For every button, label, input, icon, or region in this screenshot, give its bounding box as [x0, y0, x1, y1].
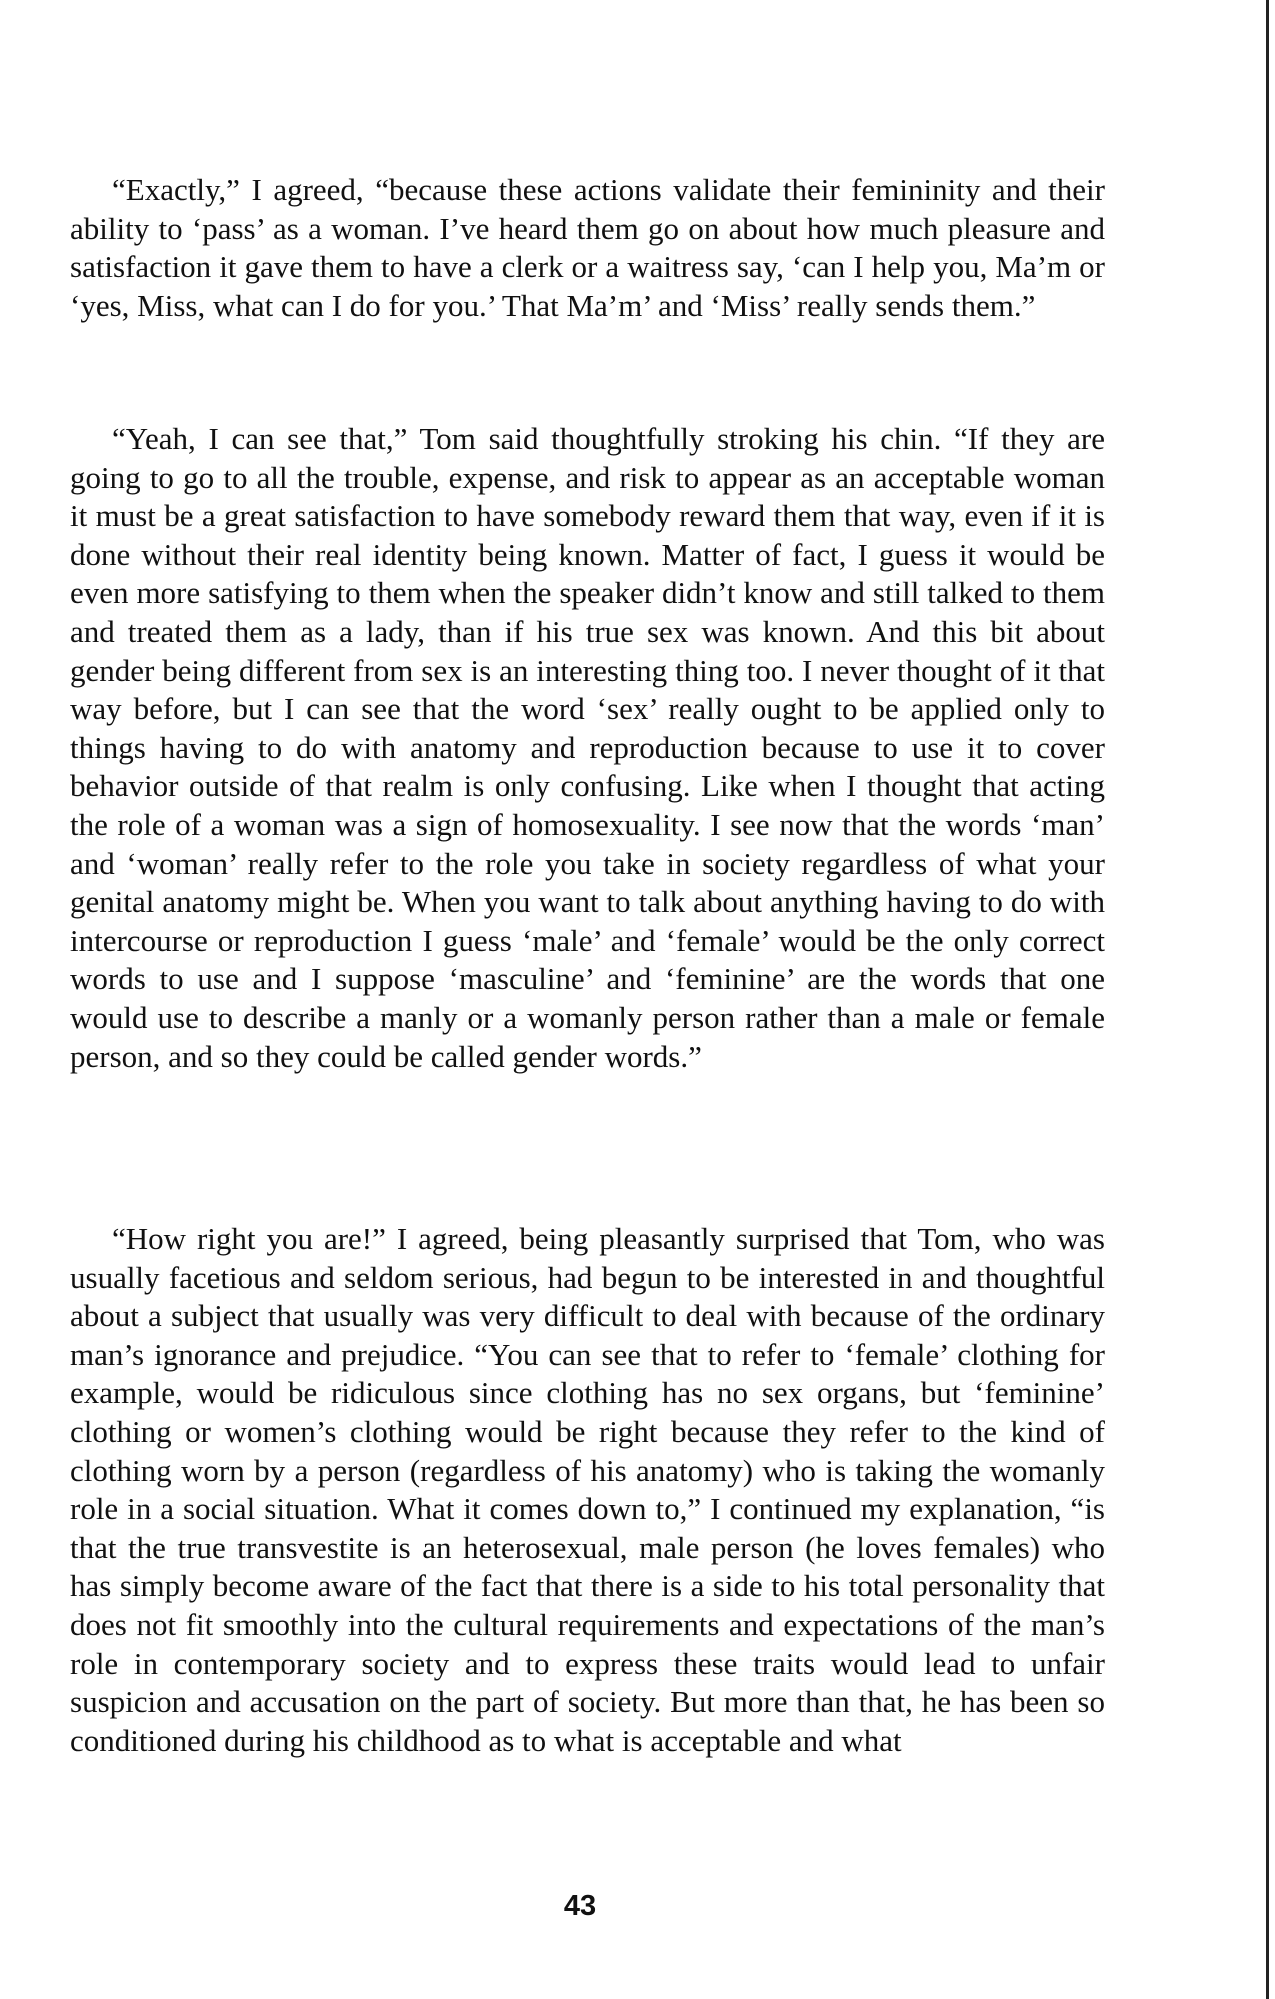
paragraph-3: [70, 1220, 1105, 1760]
page-number: 43: [563, 1890, 597, 1922]
page-edge-rule: [1266, 0, 1269, 1999]
paragraph-1: [70, 171, 1105, 325]
paragraph-1-text: “Exactly,” I agreed, “because these actions validate their femininity and their ability to ‘pass’ as a woman. I’ve heard them go on about how much pleasure and satisfaction it gave them to have a clerk or a waitress say, ‘can I help you, Ma’m or ‘yes, Miss, what can I do for you.’ That Ma’m’ and ‘Miss’ really sends them.”: [70, 172, 1105, 323]
paragraph-2-text: “Yeah, I can see that,” Tom said thoughtfully stroking his chin. “If they are going to go to all the trouble, expense, and risk to appear as an acceptable woman it must be a great satisfaction to have somebody reward them that way, even if it is done without their real identity being known. Matter of fact, I guess it would be even more satisfying to them when the speaker didn’t know and still talked to them and treated them as a lady, than if his true sex was known. And this bit about gender being different from sex is an interesting thing too. I never thought of it that way before, but I can see that the word ‘sex’ really ought to be applied only to things having to do with anatomy and reproduction because to use it to cover behavior outside of that realm is only confusing. Like when I thought that acting the role of a woman was a sign of homosexuality. I see now that the words ‘man’ and ‘woman’ really refer to the role you take in society regardless of what your genital anatomy might be. When you want to talk about anything having to do with intercourse or reproduction I guess ‘male’ and ‘female’ would be the only correct words to use and I suppose ‘masculine’ and ‘feminine’ are the words that one would use to describe a manly or a womanly person rather than a male or female person, and so they could be called gender words.”: [70, 421, 1105, 1074]
paragraph-3-text: “How right you are!” I agreed, being pleasantly surprised that Tom, who was usually facetious and seldom serious, had begun to be interested in and thoughtful about a subject that usually was very difficult to deal with because of the ordinary man’s ignorance and prejudice. “You can see that to refer to ‘female’ clothing for example, would be ridiculous since clothing has no sex organs, but ‘feminine’ clothing or women’s clothing would be right because they refer to the kind of clothing worn by a person (regardless of his anatomy) who is taking the womanly role in a social situation. What it comes down to,” I continued my explanation, “is that the true transvestite is an heterosexual, male person (he loves females) who has simply become aware of the fact that there is a side to his total personality that does not fit smoothly into the cultural requirements and expectations of the man’s role in contemporary society and to express these traits would lead to unfair suspicion and accusation on the part of society. But more than that, he has been so conditioned during his childhood as to what is acceptable and what: [70, 1221, 1105, 1758]
paragraph-2: [70, 420, 1105, 1076]
